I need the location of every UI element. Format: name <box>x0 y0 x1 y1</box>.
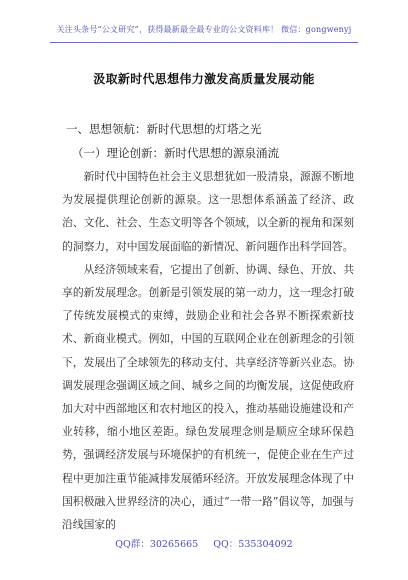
section-heading: 一、思想领航：新时代思想的灯塔之光 <box>66 122 262 136</box>
header-divider <box>50 42 358 43</box>
footer-qq: QQ：535304092 <box>213 539 293 550</box>
footer-qq-group: QQ群：30265665 <box>115 539 199 550</box>
paragraph-1: 新时代中国特色社会主义思想犹如一股清泉，源源不断地为发展提供理论创新的源泉。这一思想体系涵盖了经济、政治、文化、社会、生态文明等各个领域，以全新的视角和深刻的洞察力，对中国发展面临的新情况、新问题作出科学回答。 <box>62 170 354 253</box>
paragraph-2: 从经济领域来看，它提出了创新、协调、绿色、开放、共享的新发展理念。创新是引领发展的第一动力，这一理念打破了传统发展模式的束缚，鼓励企业和社会各界不断探索新技术、新商业模式。例如，中国的互联网企业在创新理念的引领下，发展出了全球领先的移动支付、共享经济等新兴业态。协调发展理念强调区域之间、城乡之间的均衡发展，这促使政府加大对中西部地区和农村地区的投入，推动基础设施建设和产业转移，缩小地区差距。绿色发展理念则是顺应全球环保趋势，强调经济发展与环境保护的有机统一，促使企业在生产过程中更加注重节能减排发展循环经济。开放发展理念体现了中国积极融入世界经济的决心，通过“一带一路”倡议等，加强与沿线国家的 <box>62 262 354 532</box>
footer <box>0 536 408 550</box>
document-title: 汲取新时代思想伟力激发高质量发展动能 <box>93 72 315 86</box>
document-body <box>62 165 354 536</box>
subsection-heading: （一）理论创新：新时代思想的源泉涌流 <box>72 146 279 160</box>
header-ad-text: 关注头条号“公文研究”，获得最新最全最专业的公文资料库！ 微信：gongwenyj <box>56 25 352 34</box>
